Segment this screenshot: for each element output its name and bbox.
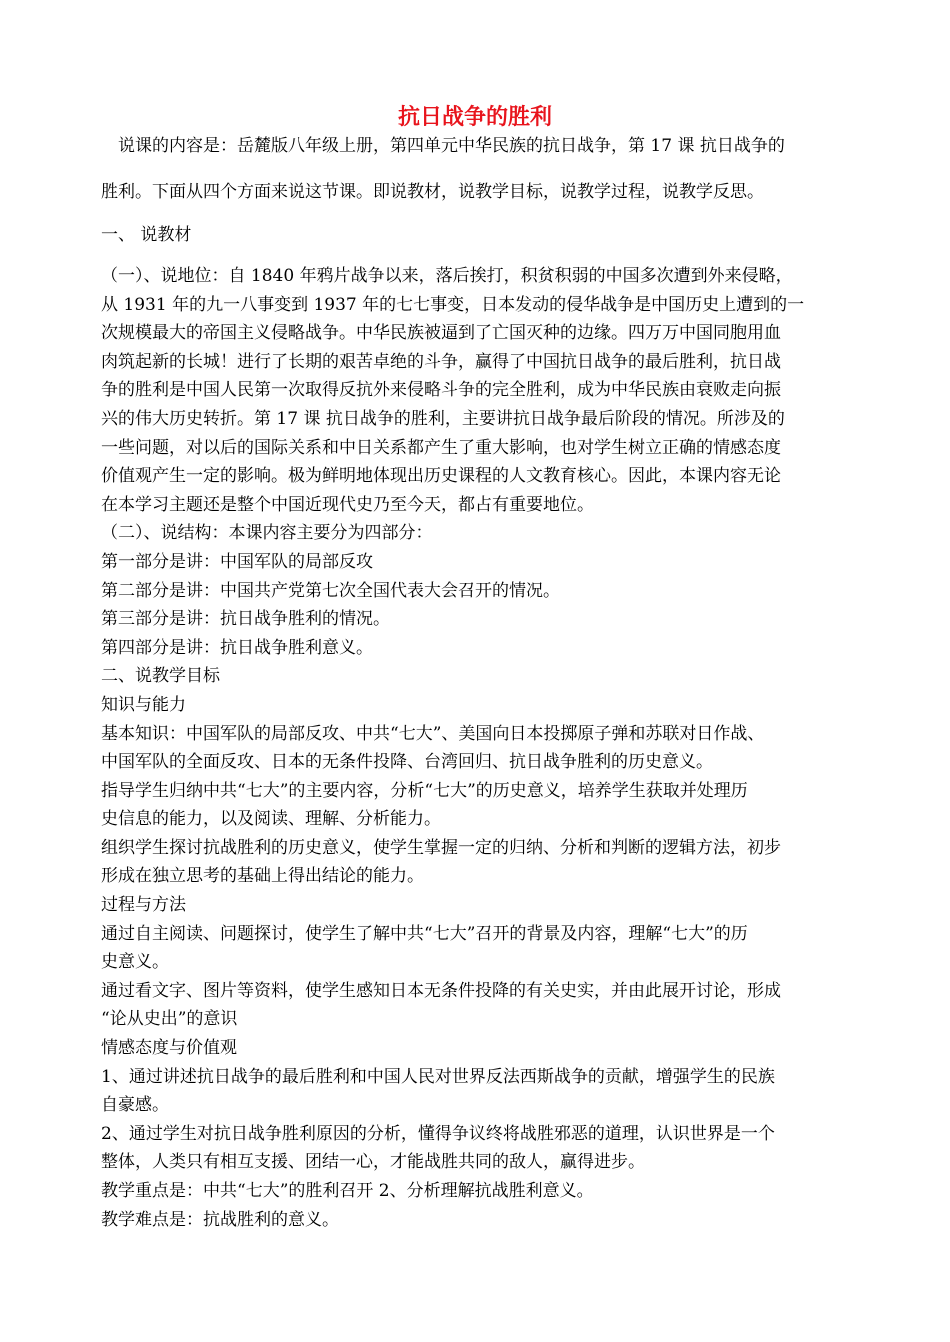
text-line: 2、通过学生对抗日战争胜利原因的分析，懂得争议终将战胜邪恶的道理，认识世界是一个 [101, 1123, 775, 1144]
text-line: 基本知识：中国军队的局部反攻、中共“七大”、美国向日本投掷原子弹和苏联对日作战、 [101, 723, 765, 744]
text-line: 教学难点是：抗战胜利的意义。 [101, 1209, 339, 1230]
document-title: 抗日战争的胜利 [397, 105, 552, 130]
text-line: （二）、说结构：本课内容主要分为四部分： [101, 523, 433, 544]
text-line: 从 1931 年的九一八事变到 1937 年的七七事变，日本发动的侵华战争是中国历史上遭到的一 [101, 294, 805, 315]
text-line: 指导学生归纳中共“七大”的主要内容，分析“七大”的历史意义，培养学生获取并处理历 [101, 780, 748, 801]
text-line: 知识与能力 [101, 694, 186, 715]
text-line: 通过自主阅读、问题探讨，使学生了解中共“七大”召开的背景及内容，理解“七大”的历 [101, 923, 748, 944]
text-line: “论从史出”的意识 [101, 1009, 238, 1030]
text-line: 过程与方法 [101, 895, 186, 916]
text-line: 通过看文字、图片等资料，使学生感知日本无条件投降的有关史实，并由此展开讨论，形成 [101, 980, 781, 1001]
text-line: 兴的伟大历史转折。第 17 课 抗日战争的胜利，主要讲抗日战争最后阶段的情况。所涉及的 [101, 408, 785, 429]
text-line: 中国军队的全面反攻、日本的无条件投降、台湾回归、抗日战争胜利的历史意义。 [101, 752, 713, 773]
intro-line-2: 胜利。下面从四个方面来说这节课。即说教材，说教学目标，说教学过程，说教学反思。 [101, 182, 764, 202]
text-line: 组织学生探讨抗战胜利的历史意义，使学生掌握一定的归纳、分析和判断的逻辑方法，初步 [101, 837, 781, 858]
text-line: 一些问题，对以后的国际关系和中日关系都产生了重大影响，也对学生树立正确的情感态度 [101, 437, 781, 458]
text-line: （一）、说地位：自 1840 年鸦片战争以来，落后挨打，积贫积弱的中国多次遭到外来侵略， [101, 266, 793, 286]
text-line: 教学重点是：中共“七大”的胜利召开 2、分析理解抗战胜利意义。 [101, 1181, 594, 1201]
text-line: 第三部分是讲：抗日战争胜利的情况。 [101, 609, 390, 630]
text-line: 自豪感。 [101, 1095, 169, 1116]
text-line: 形成在独立思考的基础上得出结论的能力。 [101, 866, 424, 887]
text-line: 史意义。 [101, 952, 169, 973]
text-line: 第一部分是讲：中国军队的局部反攻 [101, 551, 373, 572]
text-line: 在本学习主题还是整个中国近现代史乃至今天，都占有重要地位。 [101, 494, 594, 515]
text-line: 二、说教学目标 [101, 666, 220, 687]
text-line: 第二部分是讲：中国共产党第七次全国代表大会召开的情况。 [101, 580, 560, 601]
text-line: 第四部分是讲：抗日战争胜利意义。 [101, 637, 373, 658]
text-line: 争的胜利是中国人民第一次取得反抗外来侵略斗争的完全胜利，成为中华民族由衰败走向振 [101, 380, 781, 401]
text-line: 肉筑起新的长城！进行了长期的艰苦卓绝的斗争，赢得了中国抗日战争的最后胜利，抗日战 [101, 351, 781, 372]
intro-line-1: 说课的内容是：岳麓版八年级上册，第四单元中华民族的抗日战争，第 17 课 抗日战争的 [118, 136, 785, 156]
text-line: 次规模最大的帝国主义侵略战争。中华民族被逼到了亡国灭种的边缘。四万万中国同胞用血 [101, 323, 781, 344]
text-line: 史信息的能力，以及阅读、理解、分析能力。 [101, 809, 441, 830]
text-line: 价值观产生一定的影响。极为鲜明地体现出历史课程的人文教育核心。因此，本课内容无论 [101, 466, 781, 487]
section-heading: 一、 说教材 [101, 225, 192, 245]
body-text [101, 262, 871, 1234]
text-line: 情感态度与价值观 [101, 1038, 237, 1059]
text-line: 整体，人类只有相互支援、团结一心，才能战胜共同的敌人，赢得进步。 [101, 1152, 645, 1173]
text-line: 1、通过讲述抗日战争的最后胜利和中国人民对世界反法西斯战争的贡献，增强学生的民族 [101, 1066, 775, 1087]
